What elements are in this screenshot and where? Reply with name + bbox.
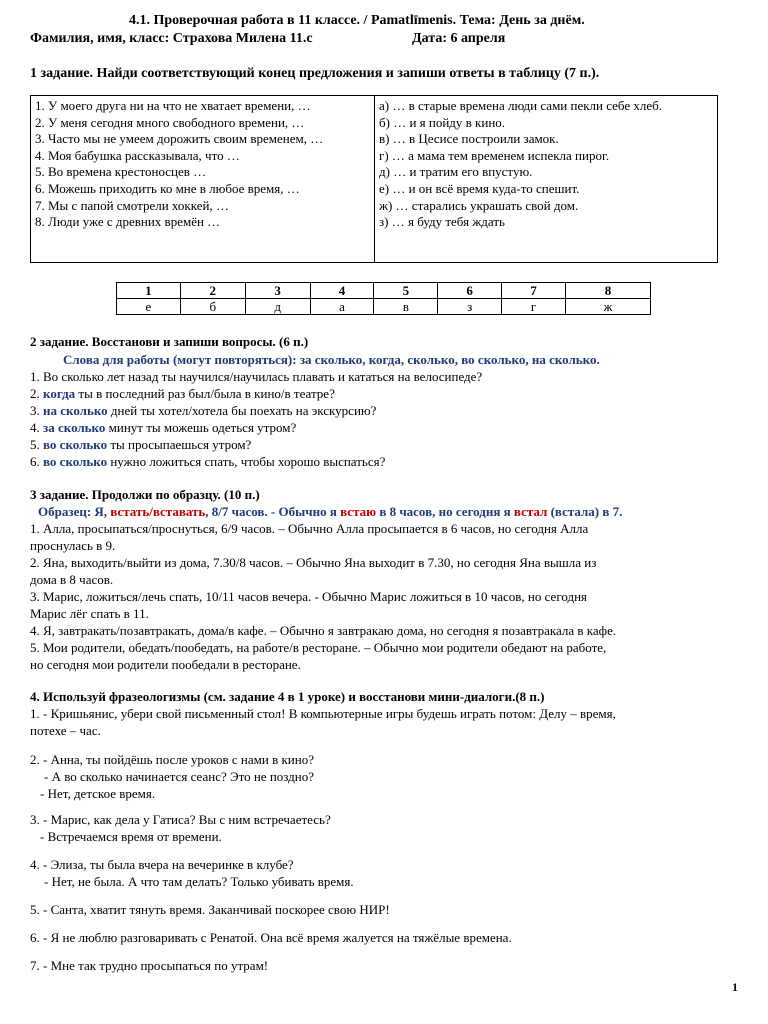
sentence-beginning: 6. Можешь приходить ко мне в любое время, …	[35, 180, 300, 196]
answer-letter: б	[180, 299, 245, 315]
answer-letter: е	[117, 299, 181, 315]
dialog-line: потехе – час.	[30, 723, 101, 738]
sentence-beginning: 7. Мы с папой смотрели хоккей, …	[35, 197, 229, 213]
dialog-line: 5. - Санта, хватит тянуть время. Заканчивай поскорее свою НИР!	[30, 902, 390, 917]
dialog-line: 7. - Мне так трудно просыпаться по утрам!	[30, 958, 269, 973]
question-word: на сколько	[43, 403, 108, 418]
worksheet-title: 4.1. Проверочная работа в 11 классе. / Pamatlīmenis. Тема: День за днём.	[129, 13, 585, 28]
question-2: 2. когда ты в последний раз был/была в кино/в театре?	[30, 386, 335, 401]
sentence-ending: б) … и я пойду в кино.	[379, 114, 506, 130]
sentence-ending: д) … и тратим его впустую.	[379, 164, 533, 180]
dialog-line: - Нет, не была. А что там делать? Только убивать время.	[44, 874, 354, 889]
question-6: 6. во сколько нужно ложиться спать, чтобы хорошо выспаться?	[30, 454, 386, 469]
sentence-beginning: 5. Во времена крестоносцев …	[35, 164, 207, 180]
answer-number: 5	[374, 283, 438, 299]
task1-title: 1 задание. Найди соответствующий конец предложения и запиши ответы в таблицу (7 п.).	[30, 66, 600, 81]
answer-table	[116, 282, 651, 315]
task3-line: 4. Я, завтракать/позавтракать, дома/в кафе. – Обычно я завтракаю дома, но сегодня я позавтракала в кафе.	[30, 623, 617, 638]
task1-matching-table	[30, 95, 718, 263]
task2-word-bank: Слова для работы (могут повторяться): за сколько, когда, сколько, во сколько, на сколько.	[63, 352, 600, 367]
answer-number: 6	[438, 283, 502, 299]
dialog-line: - Встречаемся время от времени.	[40, 829, 222, 844]
date-label: Дата: 6 апреля	[412, 31, 506, 46]
task3-title: 3 задание. Продолжи по образцу. (10 п.)	[30, 487, 260, 502]
dialog-line: 1. - Кришьянис, убери свой письменный стол! В компьютерные игры будешь играть потом: Делу – время,	[30, 706, 616, 721]
question-1: 1. Во сколько лет назад ты научился/научилась плавать и кататься на велосипеде?	[30, 369, 483, 384]
sentence-ending: а) … в старые времена люди сами пекли себе хлеб.	[379, 98, 663, 113]
dialog-line: 4. - Элиза, ты была вчера на вечеринке в клубе?	[30, 857, 294, 872]
sentence-ending: е) … и он всё время куда-то спешит.	[379, 180, 580, 196]
sentence-beginning: 2. У меня сегодня много свободного времени, …	[35, 114, 305, 130]
answer-number: 7	[502, 283, 566, 299]
question-word: за сколько	[43, 420, 106, 435]
task3-line: дома в 8 часов.	[30, 572, 114, 587]
sentence-ending: з) … я буду тебя ждать	[379, 214, 505, 230]
question-word: во сколько	[43, 437, 108, 452]
sentence-beginning: 8. Люди уже с древних времён …	[35, 214, 221, 230]
dialog-line: 3. - Марис, как дела у Гатиса? Вы с ним встречаетесь?	[30, 812, 331, 827]
task3-line: 2. Яна, выходить/выйти из дома, 7.30/8 часов. – Обычно Яна выходит в 7.30, но сегодня Яна вышла из	[30, 555, 597, 570]
answer-number: 3	[245, 283, 310, 299]
answer-number: 8	[565, 283, 650, 299]
question-3: 3. на сколько дней ты хотел/хотела бы поехать на экскурсию?	[30, 403, 377, 418]
sentence-beginning: 3. Часто мы не умеем дорожить своим временем, …	[35, 131, 324, 147]
question-4: 4. за сколько минут ты можешь одеться утром?	[30, 420, 297, 435]
sentence-endings-cell	[375, 96, 718, 263]
answer-number: 4	[310, 283, 374, 299]
student-name: Фамилия, имя, класс: Страхова Милена 11.с	[30, 31, 313, 46]
task3-line: но сегодня мои родители пообедали в ресторане.	[30, 657, 301, 672]
question-word: когда	[43, 386, 76, 401]
answer-letter: ж	[565, 299, 650, 315]
answer-number: 2	[180, 283, 245, 299]
task3-line: проснулась в 9.	[30, 538, 116, 553]
task3-line: 5. Мои родители, обедать/пообедать, на работе/в ресторане. – Обычно мои родители обедают на работе,	[30, 640, 607, 655]
answer-number: 1	[117, 283, 181, 299]
sentence-beginning: 1. У моего друга ни на что не хватает времени, …	[35, 98, 311, 113]
sentence-ending: ж) … старались украшать свой дом.	[379, 197, 579, 213]
task4-title: 4. Используй фразеологизмы (см. задание 4 в 1 уроке) и восстанови мини-диалоги.(8 п.)	[30, 689, 545, 704]
question-word: во сколько	[43, 454, 108, 469]
sentence-beginning: 4. Моя бабушка рассказывала, что …	[35, 147, 240, 163]
answer-letter: а	[310, 299, 374, 315]
question-5: 5. во сколько ты просыпаешься утром?	[30, 437, 252, 452]
page-number: 1	[732, 980, 738, 994]
task3-line: Марис лёг спать в 11.	[30, 606, 149, 621]
sentence-beginnings-cell	[31, 96, 375, 263]
dialog-line: 6. - Я не люблю разговаривать с Ренатой. Она всё время жалуется на тяжёлые времена.	[30, 930, 512, 945]
answer-letter: г	[502, 299, 566, 315]
sentence-ending: в) … в Цесисе построили замок.	[379, 131, 559, 147]
task3-line: 3. Марис, ложиться/лечь спать, 10/11 часов вечера. - Обычно Марис ложиться в 10 часов, но сегодня	[30, 589, 588, 604]
sentence-ending: г) … а мама тем временем испекла пирог.	[379, 147, 610, 163]
dialog-line: 2. - Анна, ты пойдёшь после уроков с нами в кино?	[30, 752, 314, 767]
task3-line: 1. Алла, просыпаться/проснуться, 6/9 часов. – Обычно Алла просыпается в 6 часов, но сегодня Алла	[30, 521, 589, 536]
dialog-line: - Нет, детское время.	[40, 786, 156, 801]
task2-title: 2 задание. Восстанови и запиши вопросы. (6 п.)	[30, 334, 309, 349]
task3-example: Образец: Я, встать/вставать, 8/7 часов. - Обычно я встаю в 8 часов, но сегодня я встал (встала) в 7.	[38, 504, 623, 519]
answer-letter: в	[374, 299, 438, 315]
answer-letter: з	[438, 299, 502, 315]
answer-letter: д	[245, 299, 310, 315]
dialog-line: - А во сколько начинается сеанс? Это не поздно?	[44, 769, 315, 784]
